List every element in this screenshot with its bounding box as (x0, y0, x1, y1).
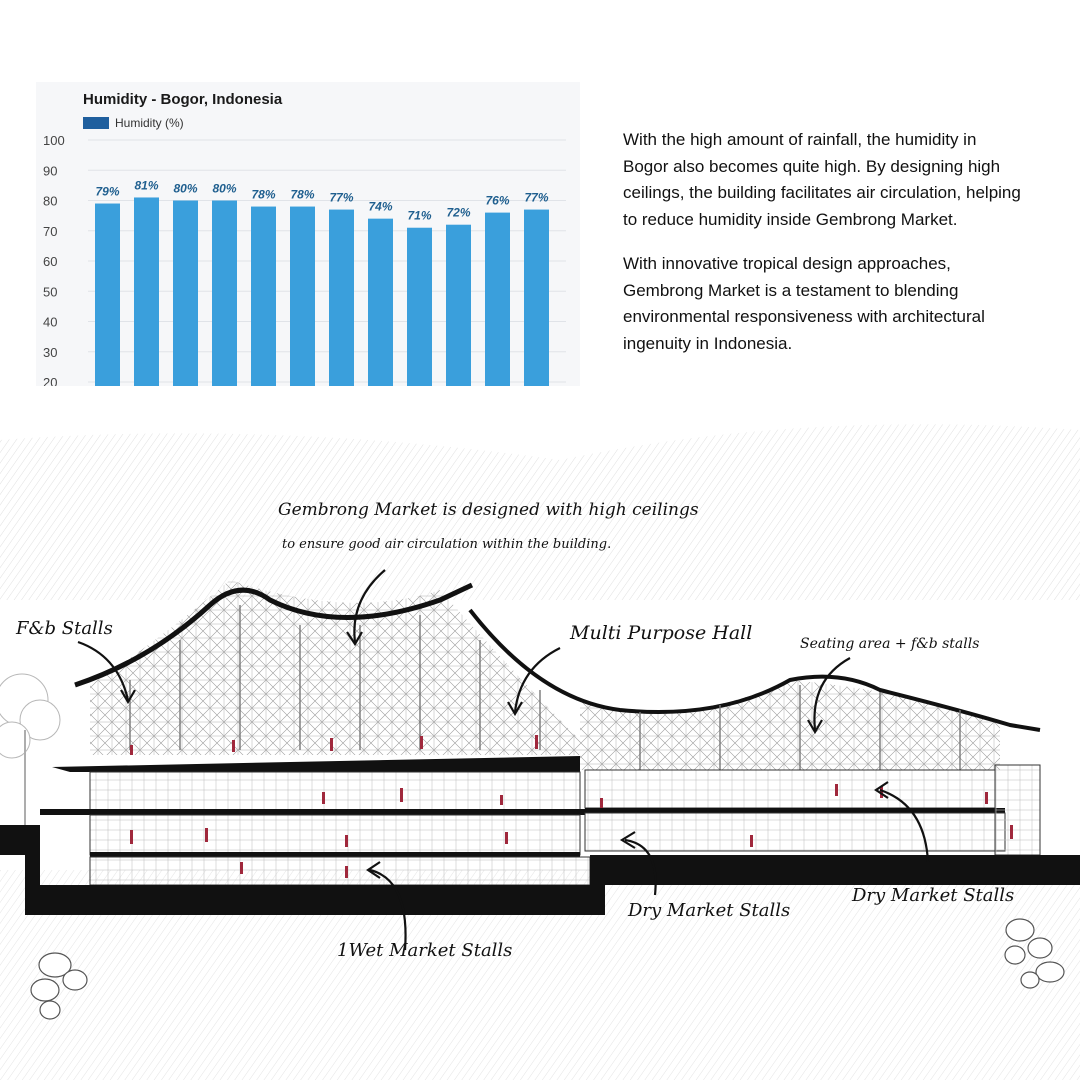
bar (290, 207, 315, 386)
chart-title: Humidity - Bogor, Indonesia (83, 91, 283, 108)
annotation-main-line-1: Gembrong Market is designed with high ceilings (278, 500, 699, 520)
bar (524, 210, 549, 386)
bar-value-label: 71% (407, 208, 432, 223)
y-tick-label: 60 (43, 254, 58, 269)
description-text (623, 127, 1023, 375)
slab-ground (90, 852, 580, 857)
floor-2-left (90, 772, 580, 812)
bar (212, 201, 237, 387)
bar-value-label: 77% (524, 190, 549, 205)
bar-value-label: 77% (329, 190, 354, 205)
bar-value-label: 79% (95, 184, 120, 199)
y-tick-label: 70 (43, 223, 58, 239)
bar-value-label: 80% (173, 181, 198, 196)
basement-floor (90, 857, 590, 885)
bar (251, 207, 276, 386)
bar-value-label: 72% (446, 205, 471, 220)
bar (407, 228, 432, 386)
annotation-main-line-2: to ensure good air circulation within the building. (282, 537, 612, 552)
y-tick-label: 100 (43, 133, 65, 148)
y-tick-label: 90 (43, 163, 58, 179)
bar (134, 197, 159, 386)
bar-value-label: 78% (290, 187, 315, 202)
annotation-multi-purpose-hall: Multi Purpose Hall (570, 622, 753, 644)
bar-value-label: 81% (134, 178, 159, 193)
description-paragraph-2: With innovative tropical design approaches, Gembrong Market is a testament to blending environmental responsiveness with architectural ingenuity in Indonesia. (623, 254, 985, 353)
y-tick-label: 20 (43, 375, 58, 386)
legend-label: Humidity (%) (115, 116, 184, 130)
bar (95, 204, 120, 386)
legend-swatch (83, 117, 109, 129)
y-tick-label: 30 (43, 344, 58, 360)
bar (446, 225, 471, 386)
bar (485, 213, 510, 386)
floor-1-right (585, 813, 1005, 851)
right-annex (995, 765, 1040, 855)
humidity-chart (36, 82, 580, 386)
y-tick-label: 50 (43, 284, 58, 300)
y-tick-label: 80 (43, 193, 58, 209)
chart-legend (83, 116, 184, 130)
description-paragraph-1: With the high amount of rainfall, the humidity in Bogor also becomes quite high. By designing high ceilings, the building facilitates air circulation, helping to reduce humidity inside Gembrong Market. (623, 130, 1021, 229)
bar-value-label: 80% (212, 181, 237, 196)
bar-value-label: 74% (368, 199, 393, 214)
floor-2-right (585, 770, 995, 808)
annotation-dry-market-2: Dry Market Stalls (852, 885, 1015, 906)
slab-right-mid (585, 808, 1005, 813)
bar (329, 210, 354, 386)
bar-value-label: 78% (251, 187, 276, 202)
building-section-drawing (0, 400, 1080, 1080)
annotation-dry-market-1: Dry Market Stalls (628, 900, 791, 921)
slab-mid (40, 809, 585, 815)
bar (368, 219, 393, 386)
annotation-wet-market: 1Wet Market Stalls (337, 940, 513, 961)
y-tick-label: 40 (43, 314, 58, 330)
bar-value-label: 76% (485, 193, 510, 208)
annotation-seating-area: Seating area + f&b stalls (800, 636, 980, 652)
annotation-fb-stalls: F&b Stalls (16, 618, 113, 639)
bar (173, 201, 198, 387)
